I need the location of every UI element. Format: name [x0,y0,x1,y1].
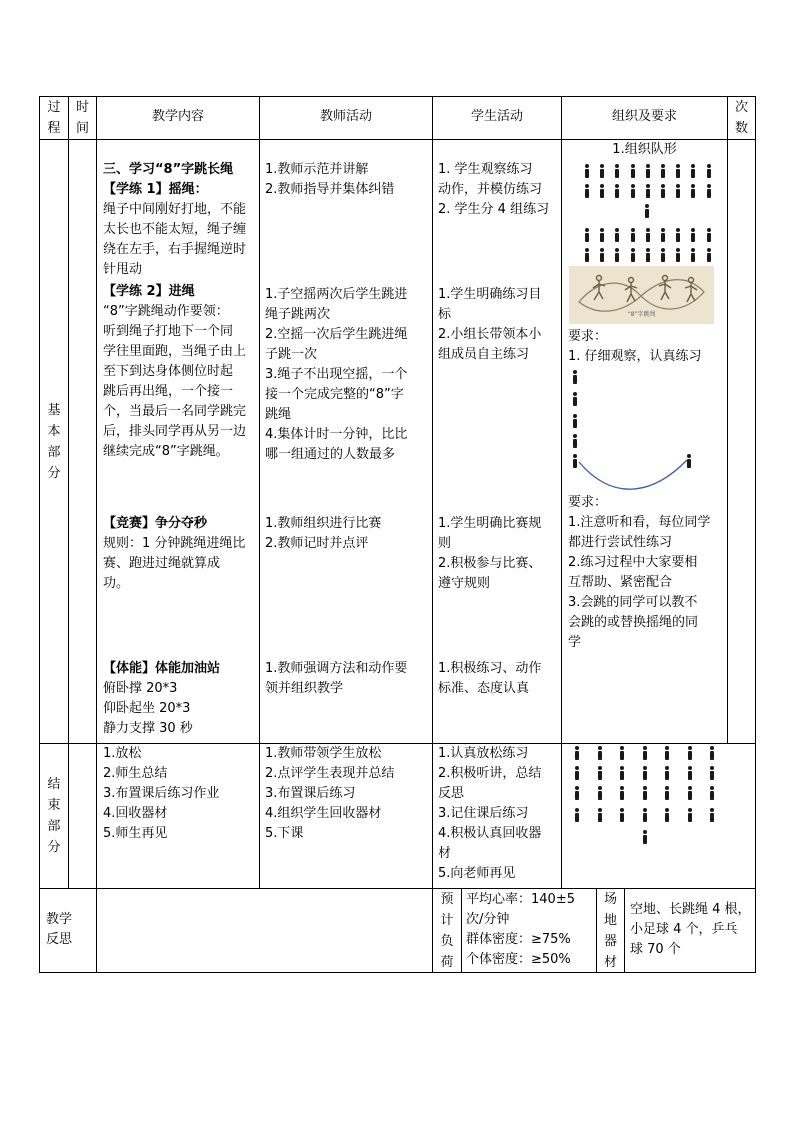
basic-section-label: 基 本 部 分 [47,403,61,481]
end-content: 1.放松 2.师生总结 3.布置课后练习作业 4.回收器材 5.师生再见 [103,746,220,841]
student-figure-icon [614,184,620,198]
student-figure-icon [619,808,625,822]
student-figure-icon [645,164,651,178]
reflection-label: 教学 反思 [46,912,73,947]
req1-title: 要求： [568,329,608,344]
student-figure-icon [599,184,605,198]
student-figure-icon [619,746,625,760]
rope-curve [562,366,727,496]
student-figure-icon [687,786,693,800]
header-org: 组织及要求 [611,109,677,124]
student-figure-icon [660,248,666,262]
student-figure-icon [675,184,681,198]
student-figure-icon [619,766,625,780]
student-figure-icon [574,808,580,822]
header-process: 过程 [47,100,61,136]
basic-content: 三、学习“8”字跳长绳 【学练 1】摇绳： 绳子中间刚好打地，不能 太长也不能太短，绳子缠 绕在左手，右手握绳逆时 针甩动 【学练 2】进绳 “8”字跳绳动作要领： 听到绳子打地下一个同 学往里面跑，当绳子由上 至下到达身体侧位时起 跳后再出绳，一个接一 个，当最后一名同学跳完 后，排头同学再从另一边 继续完成“8”字跳绳。 [103,160,258,462]
student-figure-icon [599,164,605,178]
student-figure-icon [660,228,666,242]
fitness-block: 【体能】体能加油站 俯卧撑 20*3 仰卧起坐 20*3 静力支撑 30 秒 [103,659,258,739]
student-figure-icon [709,766,715,780]
student-figure-icon [599,248,605,262]
teacher-group-2: 1.子空摇两次后学生跳进 绳子跳两次 2.空摇一次后学生跳进绳 子跳一次 3.绳子不出现空摇，一个 接一个完成完整的“8”字 跳绳 4.集体计时一分钟，比比 哪一组通过的人数最多 [265,287,408,462]
ex2-title: 【学练 2】进绳 [103,284,195,299]
student-figure-icon [664,746,670,760]
student-figure-icon [597,746,603,760]
student-figure-icon [675,228,681,242]
predicted-load-label: 预 计 负 荷 [440,892,454,970]
student-figure-icon [642,808,648,822]
student-figure-icon [619,786,625,800]
student-figure-icon [630,164,636,178]
equipment-list: 空地、长跳绳 4 根， 小足球 4 个，乒乓 球 70 个 [630,902,751,957]
student-figure-icon [706,184,712,198]
teacher-figure-icon [642,830,648,844]
lesson-title: 三、学习“8”字跳长绳 [103,162,234,177]
student-figure-icon [706,248,712,262]
venue-label: 场 地 器 材 [603,892,617,970]
load-values: 平均心率：140±5 次/分钟 群体密度：≥75% 个体密度：≥50% [466,892,575,967]
student-figure-icon [584,248,590,262]
rope-line-diagram [562,366,727,496]
end-teacher: 1.教师带领学生放松 2.点评学生表现并总结 3.布置课后练习 4.组织学生回收器材 5.下课 [265,746,395,841]
student-figure-icon [584,184,590,198]
student-figure-icon [690,164,696,178]
student-figure-icon [706,228,712,242]
student-figure-icon [642,786,648,800]
student-figure-icon [675,164,681,178]
student-figure-icon [687,766,693,780]
student-figure-icon [687,808,693,822]
student-figure-icon [597,766,603,780]
competition-block: 【竞赛】争分夺秒 规则：1 分钟跳绳进绳比 赛、跑进过绳就算成 功。 [103,514,258,594]
student-figure-icon [630,184,636,198]
teacher-figure-icon [644,204,650,218]
student-group-4: 1.积极练习、动作 标准、态度认真 [438,661,542,696]
rope-jump-photo [569,266,714,324]
student-figure-icon [690,228,696,242]
student-figure-icon [664,808,670,822]
student-figure-icon [597,786,603,800]
student-figure-icon [690,184,696,198]
student-figure-icon [664,786,670,800]
student-figure-icon [690,248,696,262]
student-figure-icon [675,248,681,262]
fit-title: 【体能】体能加油站 [103,661,221,676]
student-figure-icon [574,766,580,780]
student-figure-icon [660,164,666,178]
student-figure-icon [642,766,648,780]
student-figure-icon [645,184,651,198]
header-content: 教学内容 [151,109,204,124]
end-student: 1.认真放松练习 2.积极听讲，总结 反思 3.记住课后练习 4.积极认真回收器 材 5.向老师再见 [438,746,542,881]
student-figure-icon [614,164,620,178]
student-figure-icon [597,808,603,822]
teacher-group-4: 1.教师强调方法和动作要 领并组织教学 [265,661,408,696]
student-figure-icon [709,786,715,800]
student-figure-icon [574,786,580,800]
student-figure-icon [630,248,636,262]
header-count: 次数 [734,100,748,136]
student-figure-icon [642,746,648,760]
student-figure-icon [614,248,620,262]
student-figure-icon [645,228,651,242]
header-teacher: 教师活动 [319,109,372,124]
student-figure-icon [630,228,636,242]
student-figure-icon [687,746,693,760]
end-section-label: 结 束 部 分 [47,777,61,855]
teacher-group-3: 1.教师组织进行比赛 2.教师记时并点评 [265,516,382,551]
student-figure-icon [599,228,605,242]
student-figure-icon [709,746,715,760]
formation-title: 1.组织队形 [612,142,677,157]
student-figure-icon [645,248,651,262]
student-figure-icon [584,228,590,242]
student-group-2: 1.学生明确练习目 标 2.小组长带领本小 组成员自主练习 [438,287,542,362]
student-group-1: 1. 学生观察练习 动作，并模仿练习 2. 学生分 4 组练习 [438,162,550,217]
student-figure-icon [709,808,715,822]
ex1-title: 【学练 1】摇绳： [103,182,208,197]
student-figure-icon [660,184,666,198]
header-time: 时间 [75,100,89,136]
student-figure-icon [574,746,580,760]
teacher-group-1: 1.教师示范并讲解 2.教师指导并集体纠错 [265,162,395,197]
student-group-3: 1.学生明确比赛规 则 2.积极参与比赛、 遵守规则 [438,516,542,591]
req2-block: 要求： 1.注意听和看，每位同学 都进行尝试性练习 2.练习过程中大家要相 互帮助、紧密配合 3.会跳的同学可以教不 会跳的或替换摇绳的同 学 [568,495,711,650]
student-figure-icon [584,164,590,178]
student-figure-icon [614,228,620,242]
formation-diagram [562,162,727,262]
header-student: 学生活动 [470,109,523,124]
student-figure-icon [664,766,670,780]
comp-title: 【竞赛】争分夺秒 [103,516,208,531]
photo-caption: “8”字跳绳 [627,311,656,318]
end-formation-diagram [562,746,727,846]
student-figure-icon [706,164,712,178]
